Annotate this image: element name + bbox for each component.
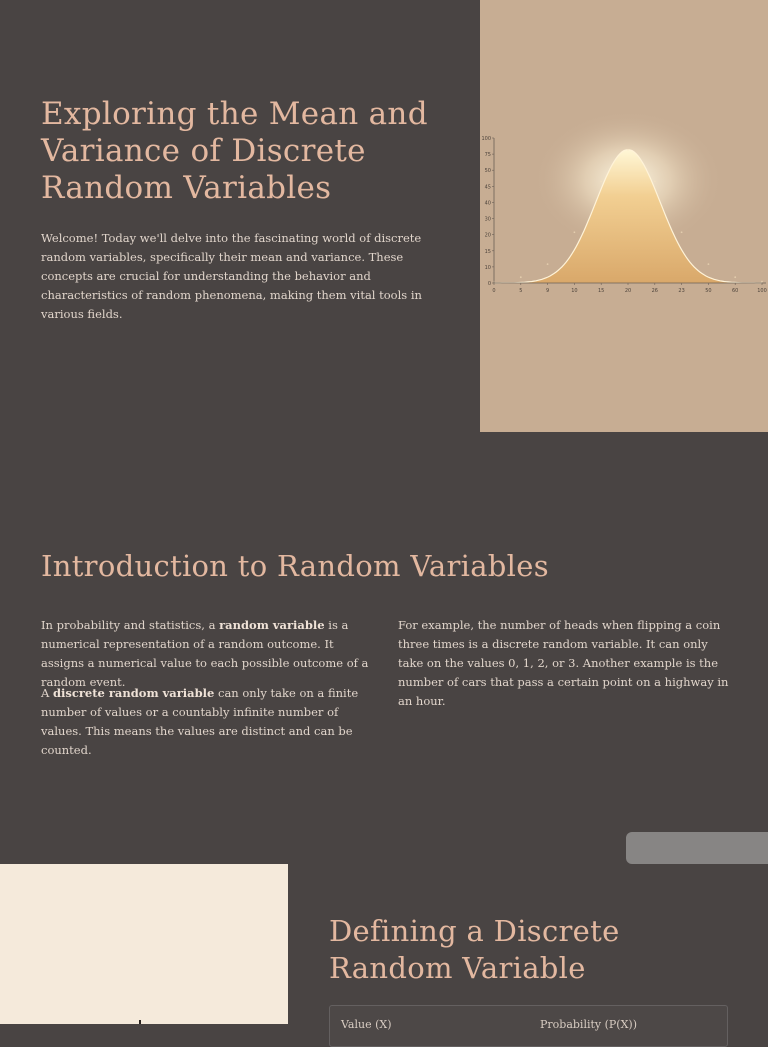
y-tick-label: 45 — [484, 184, 491, 191]
grey-bar — [626, 832, 768, 864]
illustration-panel — [0, 864, 288, 1024]
y-tick-label: 20 — [484, 232, 491, 239]
para1-post: is a numerical representation of a random outcome. It assigns a numerical value to each possible outcome of a random event. — [41, 618, 369, 689]
random-variable-paragraph — [41, 616, 371, 692]
x-tick-label: 9 — [546, 288, 550, 294]
probability-table — [329, 1005, 728, 1047]
data-point — [708, 263, 710, 265]
x-tick-label: 15 — [598, 288, 605, 294]
intro-section-title: Introduction to Random Variables — [41, 549, 549, 583]
hero-intro: Welcome! Today we'll delve into the fascinating world of discrete random variables, specifically their mean and variance. These concepts are crucial for understanding the behavior and characteristics of random phenomena, making them vital tools in various fields. — [41, 231, 422, 321]
table-header-value: Value (X) — [341, 1018, 392, 1031]
data-point — [761, 281, 763, 283]
illustration-mark — [139, 1020, 141, 1024]
y-tick-label: 75 — [484, 152, 491, 159]
x-tick-label: 10 — [571, 288, 578, 294]
x-tick-label: 26 — [651, 288, 658, 294]
data-point — [654, 181, 656, 183]
y-tick-label: 30 — [484, 216, 491, 223]
data-point — [547, 263, 549, 265]
example-paragraph: For example, the number of heads when flipping a coin three times is a discrete random variable. It can only take on the values 0, 1, 2, or 3. Another example is the number of cars that pass a certain point on a highway in an hour. — [398, 618, 729, 708]
y-tick-label: 100 — [481, 136, 491, 142]
para2-pre: A — [41, 686, 53, 700]
x-tick-label: 20 — [624, 288, 632, 294]
hero-title: Exploring the Mean and Variance of Discrete Random Variables — [41, 96, 428, 206]
para1-bold: random variable — [219, 618, 325, 632]
x-tick-label: 50 — [705, 288, 712, 294]
discrete-random-variable-paragraph — [41, 684, 371, 760]
data-point — [681, 231, 683, 233]
y-tick-label: 50 — [484, 168, 491, 175]
x-tick-label: 23 — [678, 288, 685, 294]
y-tick-label: 40 — [484, 200, 491, 207]
x-tick-label: 5 — [519, 288, 523, 294]
define-section-title: Defining a Discrete Random Variable — [329, 914, 620, 985]
x-tick-label: 100 — [757, 288, 767, 294]
data-point — [520, 276, 522, 278]
x-tick-label: 0 — [492, 288, 496, 294]
y-tick-label: 0 — [487, 281, 491, 287]
para1-pre: In probability and statistics, a — [41, 618, 220, 632]
para2-post: can only take on a finite number of values or a countably infinite number of values. This means the values are distinct and can be counted. — [41, 686, 359, 757]
y-tick-label: 15 — [484, 248, 491, 255]
y-tick-label: 10 — [484, 264, 491, 271]
data-point — [600, 181, 602, 183]
hero-image-panel — [480, 0, 768, 432]
x-tick-label: 60 — [732, 288, 739, 294]
data-point — [574, 231, 576, 233]
data-point — [627, 149, 629, 151]
data-point — [734, 276, 736, 278]
bell-curve-chart — [480, 0, 768, 432]
table-header-probability: Probability (P(X)) — [540, 1018, 638, 1031]
para2-bold: discrete random variable — [52, 686, 215, 700]
